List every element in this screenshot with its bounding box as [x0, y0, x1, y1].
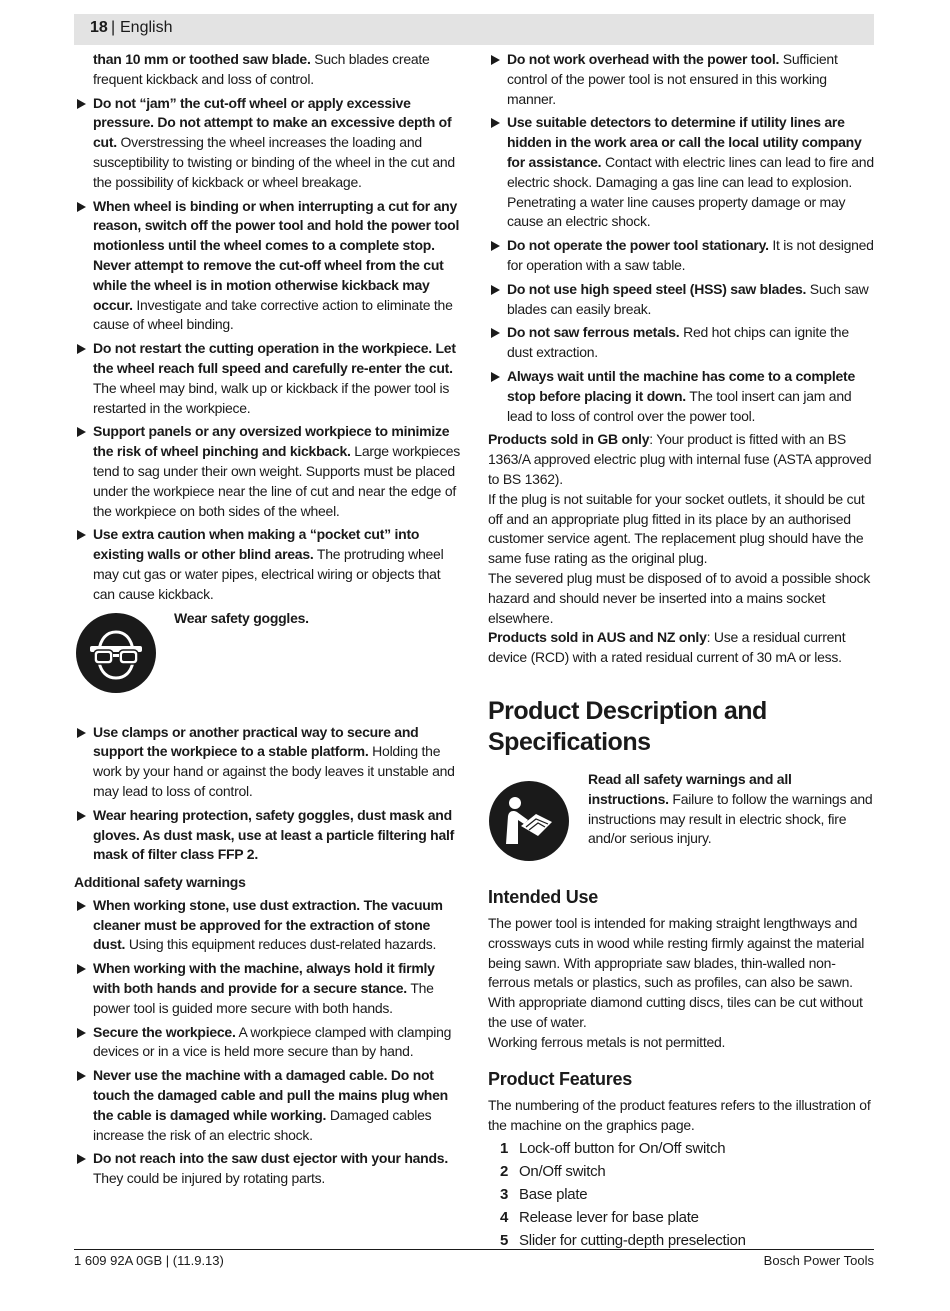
read-instructions-text: Read all safety warnings and all instructions. Failure to follow the warnings and instructions may result in electric shock, fire and/or serious injury. — [588, 770, 873, 847]
bullet-triangle-icon — [77, 901, 86, 911]
goggles-warning — [74, 609, 462, 715]
severed-plug-paragraph: The severed plug must be disposed of to avoid a possible shock hazard and should never be inserted into a mains socket elsewhere. — [488, 569, 871, 626]
right-column — [488, 50, 874, 1251]
safety-bullet: Wear hearing protection, safety goggles, dust mask and gloves. As dust mask, use at least a particle filtering half mask of filter class FFP 2. — [74, 806, 462, 865]
header-language: English — [120, 19, 173, 36]
header-separator: | — [111, 19, 116, 36]
bullet-triangle-icon — [77, 427, 86, 437]
bullet-triangle-icon — [77, 1154, 86, 1164]
safety-bullet: Support panels or any oversized workpiece to minimize the risk of wheel pinching and kickback. Large workpieces tend to sag under their own weight. Supports must be placed under the workpiece near the line of cut and near the edge of the workpiece on both sides of the wheel. — [74, 422, 462, 521]
section-title: Product Description and Specifications — [488, 696, 767, 756]
intended-use-heading: Intended Use — [488, 886, 599, 907]
bullet-triangle-icon — [491, 328, 500, 338]
safety-bullet: Do not restart the cutting operation in the workpiece. Let the wheel reach full speed and carefully re-enter the cut. The wheel may bind, walk up or kickback if the power tool is restarted in the workpiece. — [74, 339, 462, 418]
page-header — [74, 14, 874, 45]
feature-item: 5 Slider for cutting-depth preselection — [500, 1232, 746, 1250]
ferrous-paragraph: Working ferrous metals is not permitted. — [488, 1033, 726, 1050]
bullet-triangle-icon — [491, 372, 500, 382]
feature-item: 4 Release lever for base plate — [500, 1209, 699, 1227]
safety-bullet: When wheel is binding or when interrupting a cut for any reason, switch off the power tool and hold the power tool motionless until the wheel comes to a complete stop. Never attempt to remove the cut-off wheel from the cut while the wheel is in motion otherwise kickback may occur. Investigate and take corrective action to eliminate the cause of wheel binding. — [74, 197, 462, 336]
plug-paragraph: If the plug is not suitable for your socket outlets, it should be cut off and an appropriate plug fitted in its place by an authorised customer service agent. The replacement plug should have the same fuse rating as the original plug. — [488, 490, 865, 567]
bullet-triangle-icon — [77, 1071, 86, 1081]
continued-bullet: than 10 mm or toothed saw blade. Such blades create frequent kickback and loss of control. — [93, 51, 430, 87]
bullet-triangle-icon — [77, 202, 86, 212]
read-instructions-warning — [488, 770, 874, 870]
safety-bullet: Do not use high speed steel (HSS) saw blades. Such saw blades can easily break. — [488, 280, 874, 320]
safety-bullet: Do not reach into the saw dust ejector with your hands. They could be injured by rotating parts. — [74, 1149, 462, 1189]
page-number: 18 — [90, 19, 108, 36]
safety-bullet: Do not operate the power tool stationary. It is not designed for operation with a saw table. — [488, 236, 874, 276]
bullet-triangle-icon — [77, 99, 86, 109]
footer-document-id: 1 609 92A 0GB | (11.9.13) — [74, 1253, 224, 1268]
left-column — [74, 50, 462, 1193]
feature-item: 1 Lock-off button for On/Off switch — [500, 1140, 726, 1158]
safety-goggles-icon — [75, 612, 157, 694]
bullet-triangle-icon — [491, 241, 500, 251]
safety-bullet: Never use the machine with a damaged cable. Do not touch the damaged cable and pull the mains plug when the cable is damaged while working. Damaged cables increase the risk of an electric shock. — [74, 1066, 462, 1145]
footer-divider — [74, 1249, 874, 1250]
safety-bullet: Secure the workpiece. A workpiece clamped with clamping devices or in a vice is held more secure than by hand. — [74, 1023, 462, 1063]
safety-bullet: When working stone, use dust extraction. The vacuum cleaner must be approved for the extraction of stone dust. Using this equipment reduces dust-related hazards. — [74, 896, 462, 955]
feature-item: 2 On/Off switch — [500, 1163, 606, 1181]
safety-bullet: Always wait until the machine has come to a complete stop before placing it down. The tool insert can jam and lead to loss of control over the power tool. — [488, 367, 874, 426]
safety-bullet: Use extra caution when making a “pocket cut” into existing walls or other blind areas. The protruding wheel may cut gas or water pipes, electrical wiring or objects that can cause kickback. — [74, 525, 462, 604]
bullet-triangle-icon — [77, 964, 86, 974]
safety-bullet: Use clamps or another practical way to secure and support the workpiece to a stable platform. Holding the work by your hand or against the body leaves it unstable and may lead to loss of control. — [74, 723, 462, 802]
aus-products-paragraph: Products sold in AUS and NZ only: Use a residual current device (RCD) with a rated residual current of 30 mA or less. — [488, 629, 846, 666]
feature-item: 3 Base plate — [500, 1186, 588, 1204]
bullet-triangle-icon — [77, 530, 86, 540]
bullet-triangle-icon — [491, 285, 500, 295]
safety-bullet: Do not work overhead with the power tool. Sufficient control of the power tool is not ensured in this working manner. — [488, 50, 874, 109]
gb-products-paragraph: Products sold in GB only: Your product is fitted with an BS 1363/A approved electric plug with internal fuse (ASTA approved to BS 1362). — [488, 431, 872, 487]
features-intro: The numbering of the product features refers to the illustration of the machine on the graphics page. — [488, 1097, 871, 1134]
intended-use-paragraph: The power tool is intended for making straight lengthways and crossways cuts in wood while resting firmly against the material being sawn. With appropriate saw blades, thin-walled non-ferrous metals or plastics, such as profiles, can also be sawn. With appropriate diamond cutting discs, tiles can be cut without the use of water. — [488, 914, 865, 1030]
footer-brand: Bosch Power Tools — [763, 1253, 874, 1268]
read-manual-icon — [488, 780, 570, 862]
additional-warnings-heading: Additional safety warnings — [74, 874, 246, 891]
bullet-triangle-icon — [77, 1028, 86, 1038]
product-features-heading: Product Features — [488, 1069, 633, 1090]
bullet-triangle-icon — [491, 55, 500, 65]
safety-bullet: When working with the machine, always hold it firmly with both hands and provide for a secure stance. The power tool is guided more secure with both hands. — [74, 959, 462, 1018]
safety-bullet: Do not “jam” the cut-off wheel or apply excessive pressure. Do not attempt to make an excessive depth of cut. Overstressing the wheel increases the loading and susceptibility to twisting or binding of the wheel in the cut and the possibility of kickback or wheel breakage. — [74, 94, 462, 193]
bullet-triangle-icon — [77, 728, 86, 738]
safety-bullet: Use suitable detectors to determine if utility lines are hidden in the work area or call the local utility company for assistance. Contact with electric lines can lead to fire and electric shock. Damaging a gas line can lead to explosion. Penetrating a water line causes property damage or may cause an electric shock. — [488, 113, 874, 232]
safety-bullet: Do not saw ferrous metals. Red hot chips can ignite the dust extraction. — [488, 323, 874, 363]
bullet-triangle-icon — [77, 811, 86, 821]
goggles-label: Wear safety goggles. — [174, 609, 309, 626]
bullet-triangle-icon — [77, 344, 86, 354]
bullet-triangle-icon — [491, 118, 500, 128]
